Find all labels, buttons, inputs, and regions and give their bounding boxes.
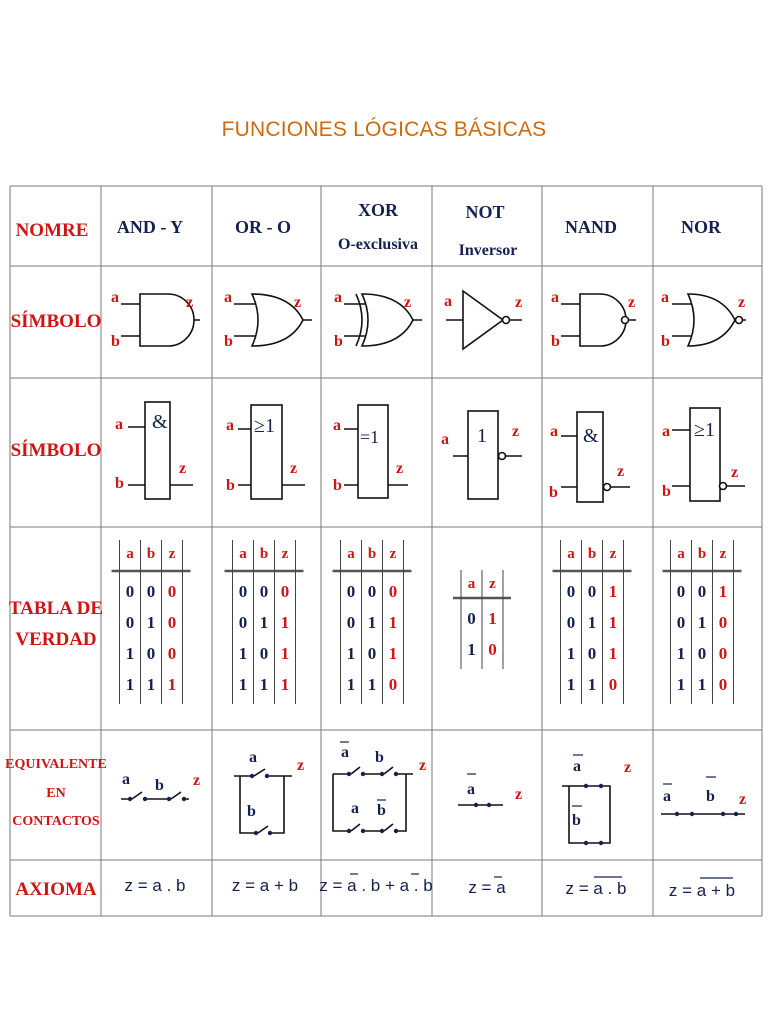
or-iec-icon	[226, 405, 305, 499]
truth-table	[553, 540, 632, 704]
svg-text:z: z	[512, 423, 520, 440]
truth-table-cell: 0	[676, 582, 686, 601]
truth-table-cell: 0	[346, 582, 356, 601]
truth-table	[333, 540, 412, 704]
truth-table-cell: 1	[367, 613, 377, 632]
svg-text:z: z	[515, 294, 523, 311]
nor-gate-icon	[661, 289, 746, 350]
xor-iec-icon	[333, 405, 408, 498]
svg-text:&: &	[152, 411, 168, 433]
row-label-iec-symbol: SÍMBOLO	[10, 440, 102, 461]
svg-text:z: z	[419, 757, 427, 774]
and-gate-icon	[111, 289, 200, 350]
truth-table-cell: 1	[388, 644, 398, 663]
or-contacts-icon	[234, 749, 304, 835]
svg-text:b: b	[572, 812, 581, 829]
truth-table-cell: 1	[146, 613, 156, 632]
truth-table-header: b	[367, 546, 377, 562]
header-nand: NAND	[565, 217, 617, 237]
nand-iec-icon	[549, 412, 630, 502]
truth-table-cell: 1	[697, 675, 707, 694]
truth-table-cell: 1	[259, 675, 269, 694]
truth-table-cell: 1	[125, 644, 135, 663]
truth-table-cell: 1	[167, 675, 177, 694]
svg-text:b: b	[333, 477, 342, 494]
svg-text:a: a	[441, 431, 449, 448]
header-xor: XOR	[358, 200, 398, 220]
svg-text:a: a	[334, 289, 342, 306]
truth-table-cell: 1	[346, 675, 356, 694]
truth-table-cell: 0	[259, 582, 269, 601]
truth-table-header: a	[126, 546, 134, 562]
svg-text:b: b	[155, 777, 164, 794]
truth-table-cell: 1	[280, 675, 290, 694]
truth-table-cell: 0	[167, 644, 177, 663]
svg-text:a: a	[351, 800, 359, 817]
row-label-truth-table-2: VERDAD	[15, 629, 97, 650]
svg-text:z: z	[739, 791, 747, 808]
row-label-contacts-2: EN	[46, 786, 66, 801]
truth-table-cell: 1	[467, 640, 476, 659]
svg-text:b: b	[662, 483, 671, 500]
truth-table-cell: 0	[718, 675, 728, 694]
truth-table-cell: 1	[608, 613, 618, 632]
row-label-name: NOMRE	[15, 220, 89, 241]
truth-table-header: z	[609, 546, 617, 562]
truth-table-cell: 1	[367, 675, 377, 694]
not-gate-icon	[444, 291, 522, 349]
header-not-sub: Inversor	[458, 242, 518, 259]
and-iec-icon	[115, 402, 193, 499]
svg-text:a: a	[224, 289, 232, 306]
header-not: NOT	[465, 202, 505, 222]
svg-text:z: z	[294, 294, 302, 311]
svg-text:b: b	[226, 477, 235, 494]
svg-text:a: a	[550, 423, 558, 440]
svg-text:z: z	[738, 294, 746, 311]
truth-table-cell: 1	[608, 582, 618, 601]
truth-table-cell: 0	[146, 582, 156, 601]
truth-table-cell: 0	[125, 613, 135, 632]
svg-text:a: a	[122, 771, 130, 788]
truth-table-cell: 0	[697, 644, 707, 663]
axiom-nor: z = a + b	[668, 881, 736, 900]
table-grid	[10, 186, 762, 916]
nand-contacts-icon	[562, 755, 631, 845]
truth-table-header: z	[168, 546, 176, 562]
axiom-nand: z = a . b	[565, 879, 627, 898]
svg-text:a: a	[111, 289, 119, 306]
axiom-and: z = a . b	[124, 876, 186, 895]
truth-table-header: b	[146, 546, 156, 562]
svg-text:a: a	[444, 293, 452, 310]
truth-table-cell: 0	[146, 644, 156, 663]
svg-text:a: a	[551, 289, 559, 306]
truth-table-header: z	[489, 576, 496, 592]
truth-table-cell: 0	[238, 613, 248, 632]
xor-gate-icon	[334, 289, 422, 350]
truth-table-cell: 1	[587, 613, 597, 632]
truth-table-cell: 0	[566, 613, 576, 632]
header-xor-sub: O-exclusiva	[338, 236, 418, 253]
truth-table-cell: 0	[467, 609, 476, 628]
truth-table-cell: 1	[146, 675, 156, 694]
row-label-truth-table-1: TABLA DE	[8, 598, 104, 619]
axiom-xor: z = a . b + a . b	[319, 876, 433, 895]
page-title: FUNCIONES LÓGICAS BÁSICAS	[221, 118, 547, 141]
truth-table	[453, 570, 511, 669]
svg-text:b: b	[115, 475, 124, 492]
svg-text:z: z	[404, 294, 412, 311]
truth-table-cell: 0	[388, 675, 398, 694]
truth-table-cell: 1	[676, 675, 686, 694]
svg-text:a: a	[226, 417, 234, 434]
truth-table-header: a	[239, 546, 247, 562]
truth-table-cell: 0	[697, 582, 707, 601]
truth-table-header: a	[567, 546, 575, 562]
svg-text:≥1: ≥1	[254, 415, 275, 437]
truth-table-cell: 0	[167, 582, 177, 601]
truth-table-cell: 1	[718, 582, 728, 601]
truth-table-cell: 0	[676, 613, 686, 632]
header-and: AND - Y	[116, 217, 184, 237]
truth-table-cell: 0	[280, 582, 290, 601]
svg-text:1: 1	[477, 425, 487, 447]
truth-table-cell: 1	[388, 613, 398, 632]
svg-text:z: z	[624, 759, 632, 776]
truth-table-cell: 0	[388, 582, 398, 601]
svg-text:a: a	[661, 289, 669, 306]
truth-table	[663, 540, 742, 704]
truth-table-header: a	[467, 576, 476, 592]
truth-table-header: b	[587, 546, 597, 562]
or-gate-icon	[224, 289, 312, 350]
svg-text:z: z	[186, 294, 194, 311]
truth-table-header: z	[719, 546, 727, 562]
truth-table-cell: 1	[238, 644, 248, 663]
truth-table-cell: 1	[608, 644, 618, 663]
truth-table-cell: 0	[367, 582, 377, 601]
row-label-contacts-1: EQUIVALENTE	[5, 757, 107, 772]
svg-text:a: a	[663, 788, 671, 805]
truth-table-cell: 0	[125, 582, 135, 601]
truth-tables	[112, 540, 742, 704]
not-iec-icon	[441, 411, 522, 499]
truth-table-cell: 1	[280, 644, 290, 663]
header-or: OR - O	[235, 217, 291, 237]
svg-text:z: z	[290, 460, 298, 477]
truth-table-cell: 1	[125, 675, 135, 694]
row-label-contacts-3: CONTACTOS	[12, 814, 100, 829]
svg-text:b: b	[706, 788, 715, 805]
truth-table-cell: 0	[587, 582, 597, 601]
truth-table-cell: 0	[167, 613, 177, 632]
axiom-or: z = a + b	[231, 876, 299, 895]
svg-text:b: b	[661, 333, 670, 350]
svg-text:z: z	[515, 786, 523, 803]
and-contacts-icon	[121, 771, 200, 801]
svg-text:z: z	[193, 772, 201, 789]
nor-contacts-icon	[661, 777, 746, 816]
svg-text:a: a	[115, 416, 123, 433]
svg-text:&: &	[583, 425, 599, 447]
truth-table-cell: 1	[697, 613, 707, 632]
truth-table-cell: 0	[346, 613, 356, 632]
truth-table-cell: 1	[587, 675, 597, 694]
svg-text:b: b	[247, 803, 256, 820]
svg-text:b: b	[377, 802, 386, 819]
truth-table-header: a	[677, 546, 685, 562]
svg-text:b: b	[111, 333, 120, 350]
truth-table-cell: 0	[587, 644, 597, 663]
truth-table-cell: 1	[676, 644, 686, 663]
truth-table-cell: 1	[259, 613, 269, 632]
truth-table-header: b	[259, 546, 269, 562]
row-label-axiom: AXIOMA	[15, 879, 97, 900]
truth-table-cell: 1	[280, 613, 290, 632]
truth-table-header: b	[697, 546, 707, 562]
not-contacts-icon	[458, 774, 522, 807]
svg-text:≥1: ≥1	[694, 419, 715, 441]
truth-table-cell: 0	[488, 640, 497, 659]
svg-text:=1: =1	[360, 427, 380, 447]
truth-table-cell: 1	[488, 609, 497, 628]
svg-text:a: a	[333, 417, 341, 434]
header-nor: NOR	[681, 217, 721, 237]
truth-table-cell: 1	[346, 644, 356, 663]
svg-text:z: z	[396, 460, 404, 477]
nor-iec-icon	[662, 408, 745, 501]
svg-text:b: b	[334, 333, 343, 350]
svg-text:b: b	[375, 749, 384, 766]
truth-table-cell: 1	[566, 675, 576, 694]
svg-text:b: b	[549, 484, 558, 501]
truth-table-cell: 1	[238, 675, 248, 694]
xor-contacts-icon	[333, 742, 426, 833]
svg-text:a: a	[467, 781, 475, 798]
svg-text:z: z	[179, 460, 187, 477]
truth-table-cell: 0	[608, 675, 618, 694]
nand-gate-icon	[551, 289, 636, 350]
truth-table-cell: 0	[238, 582, 248, 601]
truth-table-cell: 1	[566, 644, 576, 663]
truth-table-header: z	[389, 546, 397, 562]
row-label-symbol: SÍMBOLO	[10, 311, 102, 332]
axiom-not: z = a	[468, 878, 506, 897]
svg-text:a: a	[573, 758, 581, 775]
svg-text:z: z	[617, 463, 625, 480]
truth-table-cell: 0	[367, 644, 377, 663]
svg-text:a: a	[249, 749, 257, 766]
truth-table-header: a	[347, 546, 355, 562]
truth-table-cell: 0	[718, 644, 728, 663]
svg-text:z: z	[628, 294, 636, 311]
truth-table-cell: 0	[259, 644, 269, 663]
svg-text:b: b	[551, 333, 560, 350]
truth-table-cell: 0	[566, 582, 576, 601]
truth-table	[112, 540, 191, 704]
svg-text:a: a	[341, 744, 349, 761]
truth-table-header: z	[281, 546, 289, 562]
svg-text:b: b	[224, 333, 233, 350]
svg-text:a: a	[662, 423, 670, 440]
truth-table	[225, 540, 304, 704]
svg-text:z: z	[297, 757, 305, 774]
svg-text:z: z	[731, 464, 739, 481]
truth-table-cell: 0	[718, 613, 728, 632]
